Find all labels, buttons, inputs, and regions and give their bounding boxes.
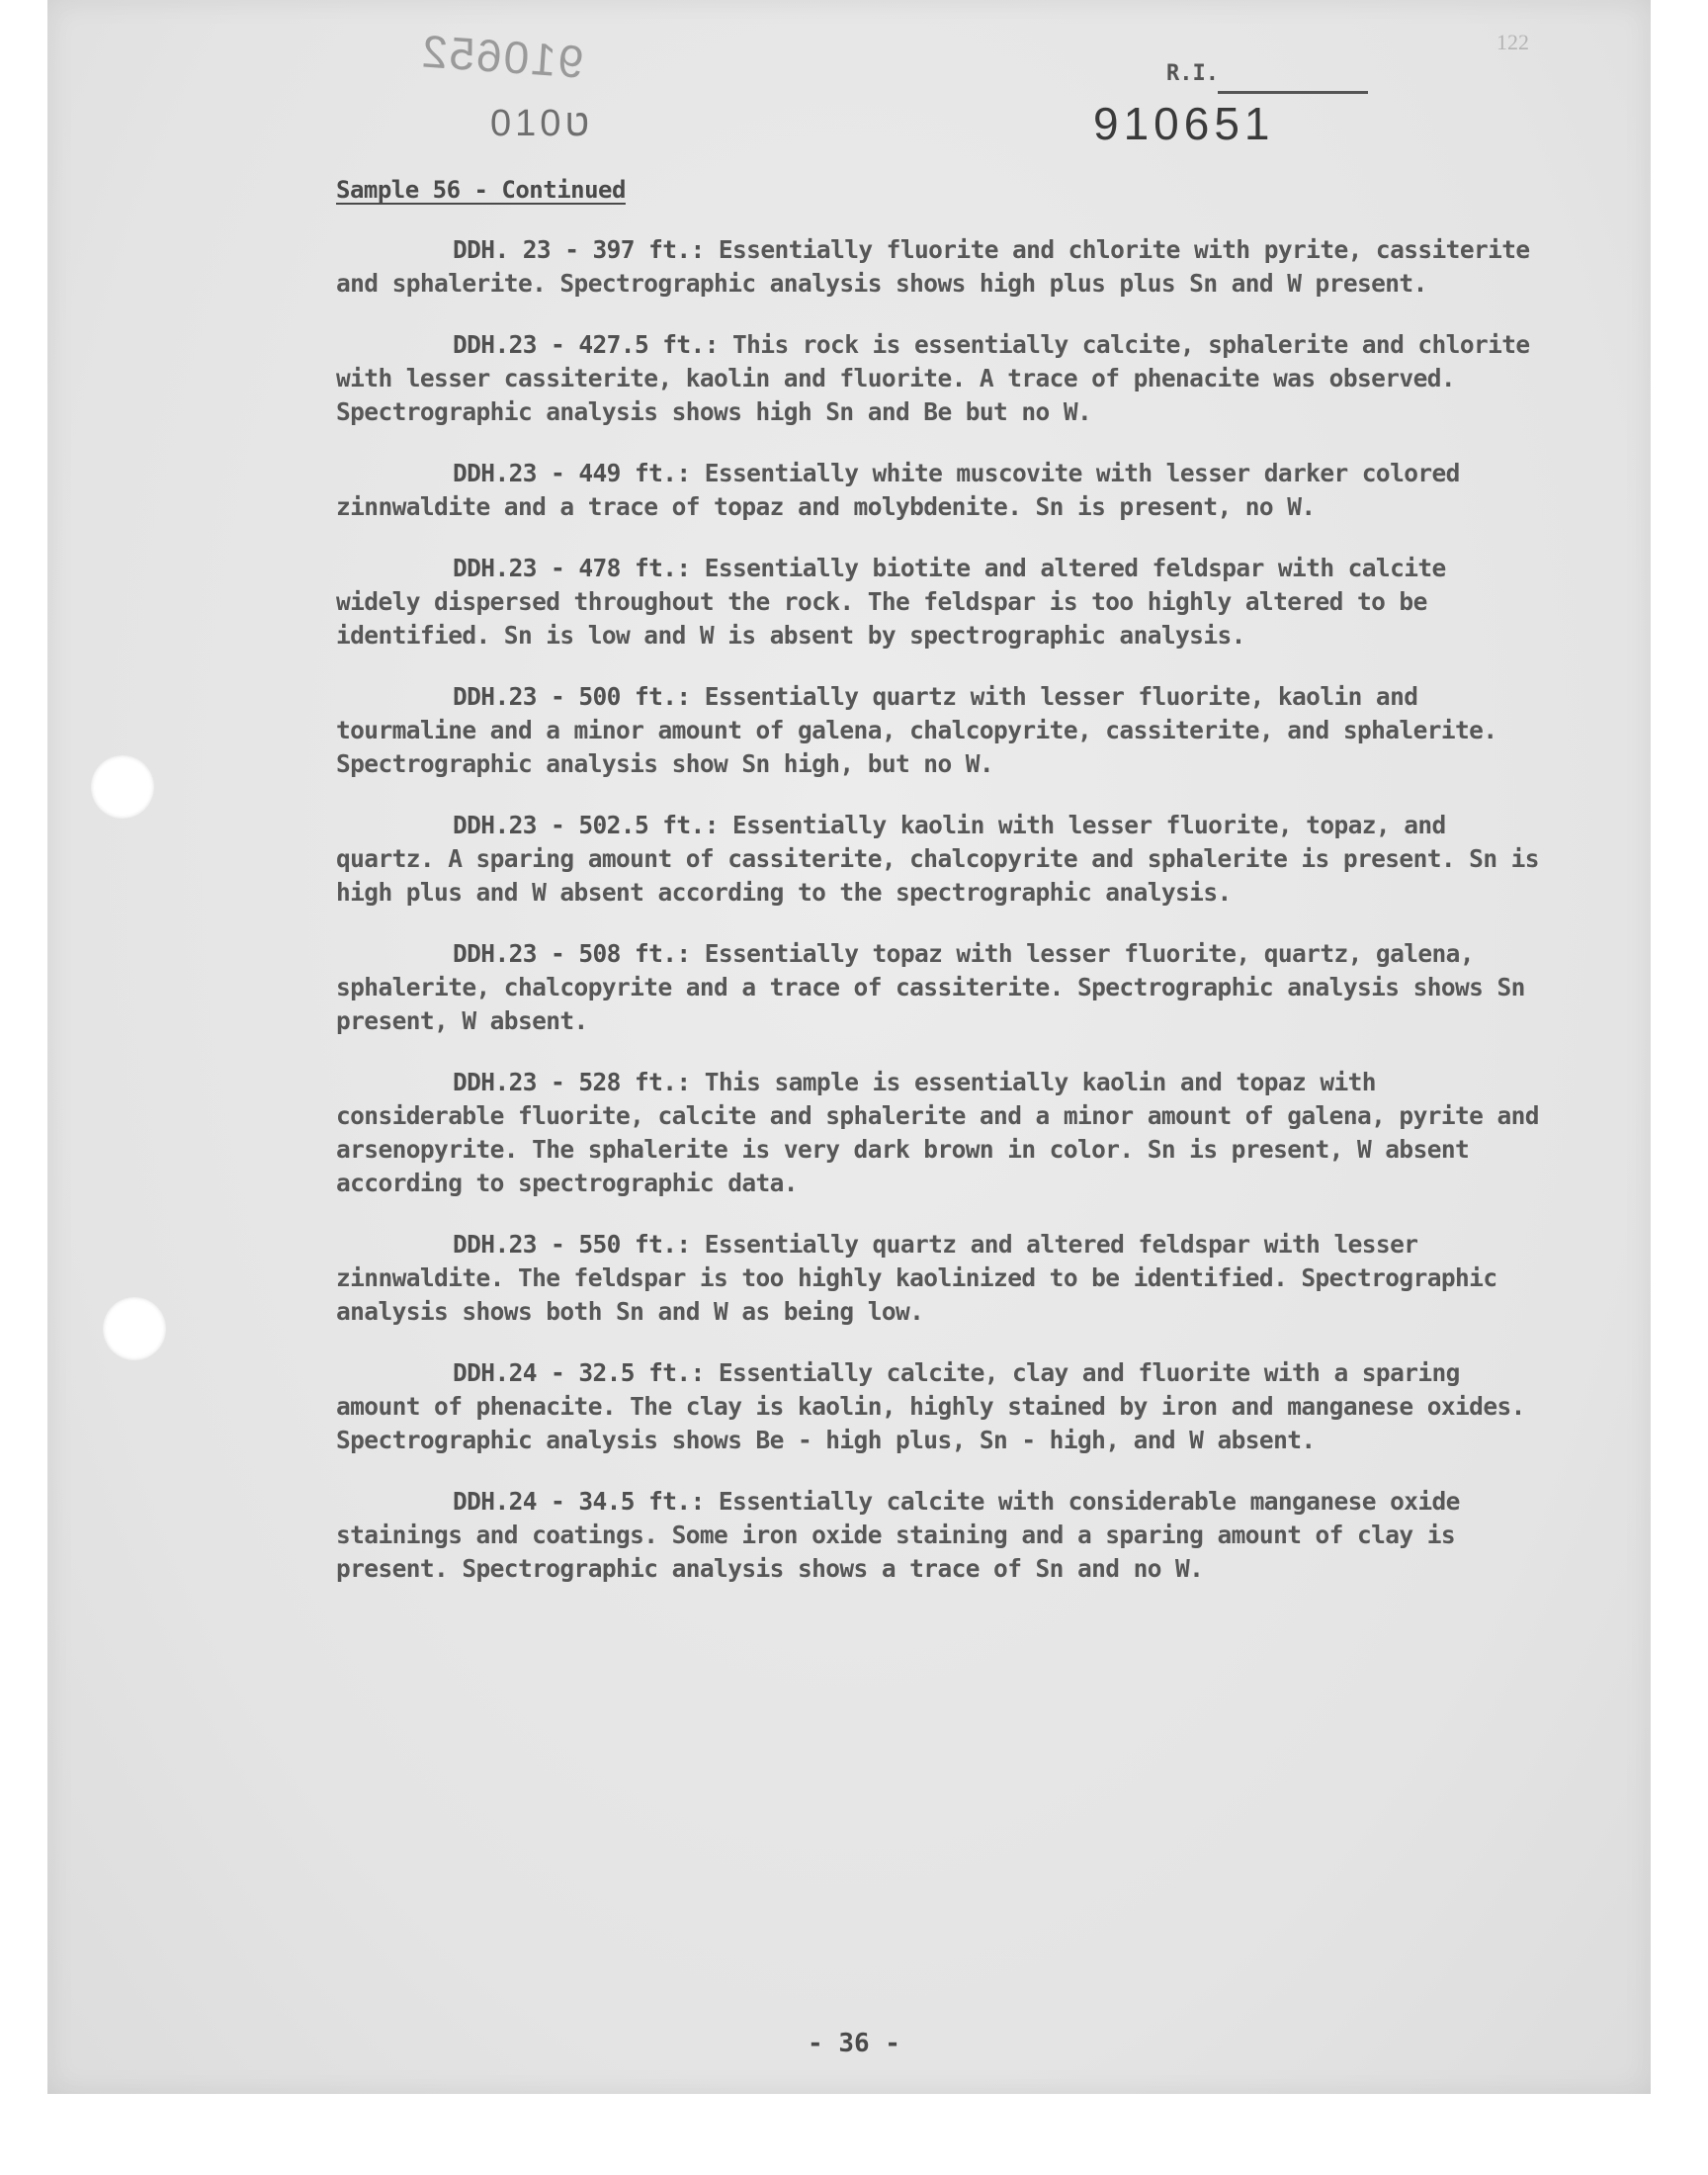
sample-entry <box>336 1485 1542 1586</box>
section-title: Sample 56 - Continued <box>336 176 626 204</box>
sample-entry <box>336 1228 1542 1329</box>
entry-text: Essentially calcite, clay and fluorite with a sparing amount of phenacite. The clay is kaolin, highly stained by iron and manganese oxides. Spectrographic analysis shows Be - high plus, Sn - high, and W absent. <box>336 1358 1525 1454</box>
document-body <box>336 176 1591 1613</box>
ri-underline <box>1218 91 1368 94</box>
entry-label: DDH.23 - 502.5 ft.: <box>453 811 719 839</box>
sample-entry <box>336 680 1542 781</box>
entry-label: DDH.23 - 427.5 ft.: <box>453 330 719 359</box>
entry-label: DDH.23 - 528 ft.: <box>453 1068 691 1096</box>
entry-text: Essentially kaolin with lesser fluorite, topaz, and quartz. A sparing amount of cassiterite, chalcopyrite and sphalerite is present. Sn is high plus and W absent according to the spectrographic analysis. <box>336 811 1539 907</box>
entry-text: This rock is essentially calcite, sphalerite and chlorite with lesser cassiterite, kaolin and fluorite. A trace of phenacite was observed. Spectrographic analysis shows high Sn and Be but no W. <box>336 330 1530 426</box>
entry-label: DDH.23 - 508 ft.: <box>453 939 691 968</box>
ri-label: R.I. <box>1166 61 1219 86</box>
page-number: - 36 - <box>808 2029 900 2058</box>
entry-text: Essentially calcite with considerable manganese oxide stainings and coatings. Some iron oxide staining and a sparing amount of clay is present. Spectrographic analysis shows a trace of Sn and no W. <box>336 1487 1460 1583</box>
sample-entry <box>336 1356 1542 1457</box>
sample-entry <box>336 1066 1542 1200</box>
entry-text: Essentially fluorite and chlorite with pyrite, cassiterite and sphalerite. Spectrographic analysis shows high plus plus Sn and W present. <box>336 235 1530 298</box>
mirrored-stamp-number: 910652 <box>418 25 586 88</box>
entry-label: DDH. 23 - 397 ft.: <box>453 235 705 264</box>
sample-entry <box>336 328 1542 429</box>
entry-label: DDH.23 - 550 ft.: <box>453 1230 691 1259</box>
entry-text: Essentially white muscovite with lesser darker colored zinnwaldite and a trace of topaz and molybdenite. Sn is present, no W. <box>336 459 1460 521</box>
entry-text: This sample is essentially kaolin and topaz with considerable fluorite, calcite and sphalerite and a minor amount of galena, pyrite and arsenopyrite. The sphalerite is very dark brown in color. Sn is present, W absent according to spectrographic data. <box>336 1068 1539 1197</box>
sample-entry <box>336 552 1542 652</box>
entry-label: DDH.23 - 449 ft.: <box>453 459 691 487</box>
ri-number: 910651 <box>1093 98 1275 149</box>
sample-entry <box>336 457 1542 524</box>
sample-entry <box>336 809 1542 910</box>
sample-entry <box>336 233 1542 301</box>
entry-text: Essentially topaz with lesser fluorite, quartz, galena, sphalerite, chalcopyrite and a trace of cassiterite. Spectrographic analysis shows Sn present, W absent. <box>336 939 1525 1035</box>
entry-label: DDH.24 - 34.5 ft.: <box>453 1487 705 1516</box>
handwritten-mark: ט010 <box>490 103 594 144</box>
folio-number: 122 <box>1496 30 1529 54</box>
entry-label: DDH.23 - 500 ft.: <box>453 682 691 711</box>
entry-label: DDH.23 - 478 ft.: <box>453 554 691 582</box>
punch-hole <box>103 1297 166 1360</box>
entry-text: Essentially quartz and altered feldspar with lesser zinnwaldite. The feldspar is too highly kaolinized to be identified. Spectrographic analysis shows both Sn and W as being low. <box>336 1230 1497 1326</box>
entry-text: Essentially biotite and altered feldspar with calcite widely dispersed throughout the rock. The feldspar is too highly altered to be identified. Sn is low and W is absent by spectrographic analysis. <box>336 554 1446 650</box>
entry-text: Essentially quartz with lesser fluorite, kaolin and tourmaline and a minor amount of galena, chalcopyrite, cassiterite, and sphalerite. Spectrographic analysis show Sn high, but no W. <box>336 682 1497 778</box>
entry-label: DDH.24 - 32.5 ft.: <box>453 1358 705 1387</box>
sample-entry <box>336 937 1542 1038</box>
punch-hole <box>91 755 154 819</box>
